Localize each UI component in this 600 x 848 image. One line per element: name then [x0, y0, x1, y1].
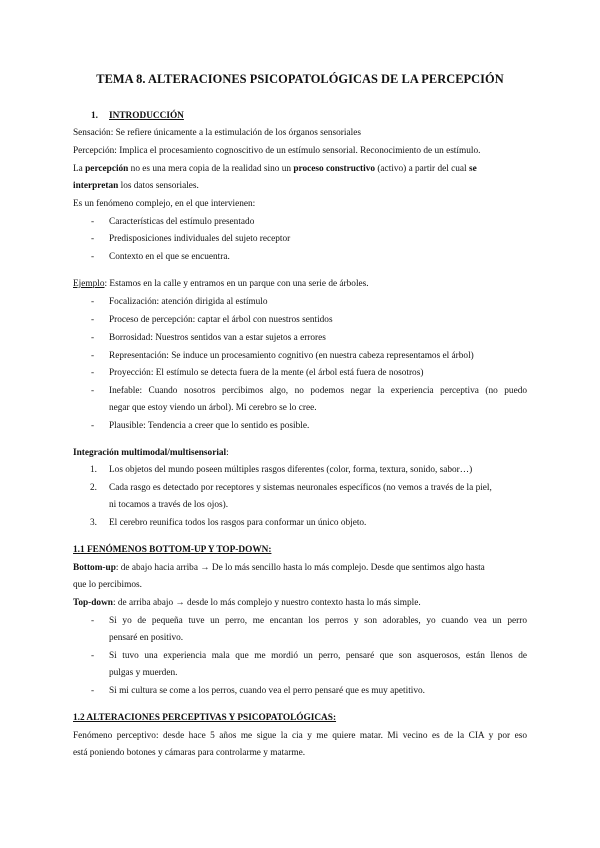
fenomeno-paragraph-line2: está poniendo botones y cámaras para controlarme y matarme. [73, 748, 306, 758]
page-title: TEMA 8. ALTERACIONES PSICOPATOLÓGICAS DE LA PERCEPCIÓN [96, 72, 504, 86]
list-number: 3. [90, 518, 97, 528]
list-number: 2. [90, 483, 97, 493]
list-number: 1. [90, 465, 97, 475]
list-item: Plausible: Tendencia a creer que lo sentido es posible. [109, 421, 310, 431]
section-heading-bottom-up-top-down: 1.1 FENÓMENOS BOTTOM-UP Y TOP-DOWN: [73, 545, 272, 555]
list-item: Inefable: Cuando nosotros percibimos algo, no podemos negar la experiencia perceptiva (no puedo [109, 386, 527, 396]
bullet-dash: - [91, 297, 95, 307]
complejo-text: Es un fenómeno complejo, en el que intervienen: [73, 199, 256, 209]
bullet-dash: - [91, 234, 95, 244]
section-number: 1. [91, 111, 98, 121]
sensacion-text: Sensación: Se refiere únicamente a la estimulación de los órganos sensoriales [73, 128, 361, 138]
percepcion-definition: Percepción: Implica el procesamiento cognoscitivo de un estímulo sensorial. Reconocimiento de un estímulo. [73, 146, 481, 156]
bottom-up-continuation: que lo percibimos. [73, 580, 142, 590]
list-item-continuation: pulgas y muerden. [109, 668, 178, 678]
bullet-dash: - [91, 315, 95, 325]
bullet-dash: - [91, 351, 95, 361]
bullet-dash: - [91, 686, 95, 696]
integracion-label: Integración multimodal/multisensorial [73, 448, 227, 458]
list-item: Cada rasgo es detectado por receptores y sistemas neuronales específicos (no vemos a través de la piel, [109, 483, 492, 493]
bullet-dash: - [91, 217, 95, 227]
bullet-dash: - [91, 421, 95, 431]
percepcion-paragraph-line1: La percepción no es una mera copia de la realidad sino un proceso constructivo (activo) a partir del cual se [73, 164, 477, 174]
ejemplo-label: Ejemplo [73, 279, 105, 289]
list-item: Borrosidad: Nuestros sentidos van a estar sujetos a errores [109, 333, 326, 343]
bullet-dash: - [91, 386, 95, 396]
integracion-paragraph: Integración multimodal/multisensorial: [73, 448, 229, 458]
list-item: Si tuvo una experiencia mala que me mordió un perro, pensaré que son asquerosos, están llenos de [109, 651, 527, 661]
bullet-dash: - [91, 368, 95, 378]
top-down-paragraph: Top-down: de arriba abajo → desde lo más complejo y nuestro contexto hasta lo más simple. [73, 598, 421, 608]
list-item: Si mi cultura se come a los perros, cuando vea el perro pensaré que es muy apetitivo. [109, 686, 425, 696]
list-item: Características del estímulo presentado [109, 217, 255, 227]
bullet-dash: - [91, 252, 95, 262]
list-item: Proceso de percepción: captar el árbol con nuestros sentidos [109, 315, 333, 325]
list-item: Predisposiciones individuales del sujeto receptor [109, 234, 291, 244]
ejemplo-paragraph: Ejemplo: Estamos en la calle y entramos en un parque con una serie de árboles. [73, 279, 369, 289]
bullet-dash: - [91, 616, 95, 626]
list-item-continuation: negar que estoy viendo un árbol). Mi cerebro se lo cree. [109, 403, 317, 413]
list-item: El cerebro reunifica todos los rasgos para conformar un único objeto. [109, 518, 367, 528]
bullet-dash: - [91, 651, 95, 661]
list-item: Proyección: El estímulo se detecta fuera de la mente (el árbol está fuera de nosotros) [109, 368, 424, 378]
bottom-up-label: Bottom-up [73, 563, 116, 573]
percepcion-paragraph-line2: interpretan los datos sensoriales. [73, 181, 199, 191]
list-item: Representación: Se induce un procesamiento cognitivo (en nuestra cabeza representamos el árbol) [109, 351, 474, 361]
list-item-continuation: ni tocamos a través de los ojos). [109, 500, 229, 510]
bullet-dash: - [91, 333, 95, 343]
section-heading-alteraciones: 1.2 ALTERACIONES PERCEPTIVAS Y PSICOPATOLÓGICAS: [73, 713, 337, 723]
list-item: Contexto en el que se encuentra. [109, 252, 230, 262]
top-down-label: Top-down [73, 598, 113, 608]
fenomeno-paragraph-line1: Fenómeno perceptivo: desde hace 5 años me sigue la cia y me quiere matar. Mi vecino es de la CIA y por eso [73, 731, 527, 741]
list-item: Si yo de pequeña tuve un perro, me encantan los perros y son adorables, yo cuando vea un perro [109, 616, 527, 626]
list-item: Focalización: atención dirigida al estímulo [109, 297, 268, 307]
section-heading-introduccion: INTRODUCCIÓN [109, 111, 184, 121]
list-item-continuation: pensaré en positivo. [109, 633, 184, 643]
list-item: Los objetos del mundo poseen múltiples rasgos diferentes (color, forma, textura, sonido, sabor…) [109, 465, 473, 475]
bottom-up-paragraph: Bottom-up: de abajo hacia arriba → De lo más sencillo hasta lo más complejo. Desde que sentimos algo hasta [73, 563, 485, 573]
